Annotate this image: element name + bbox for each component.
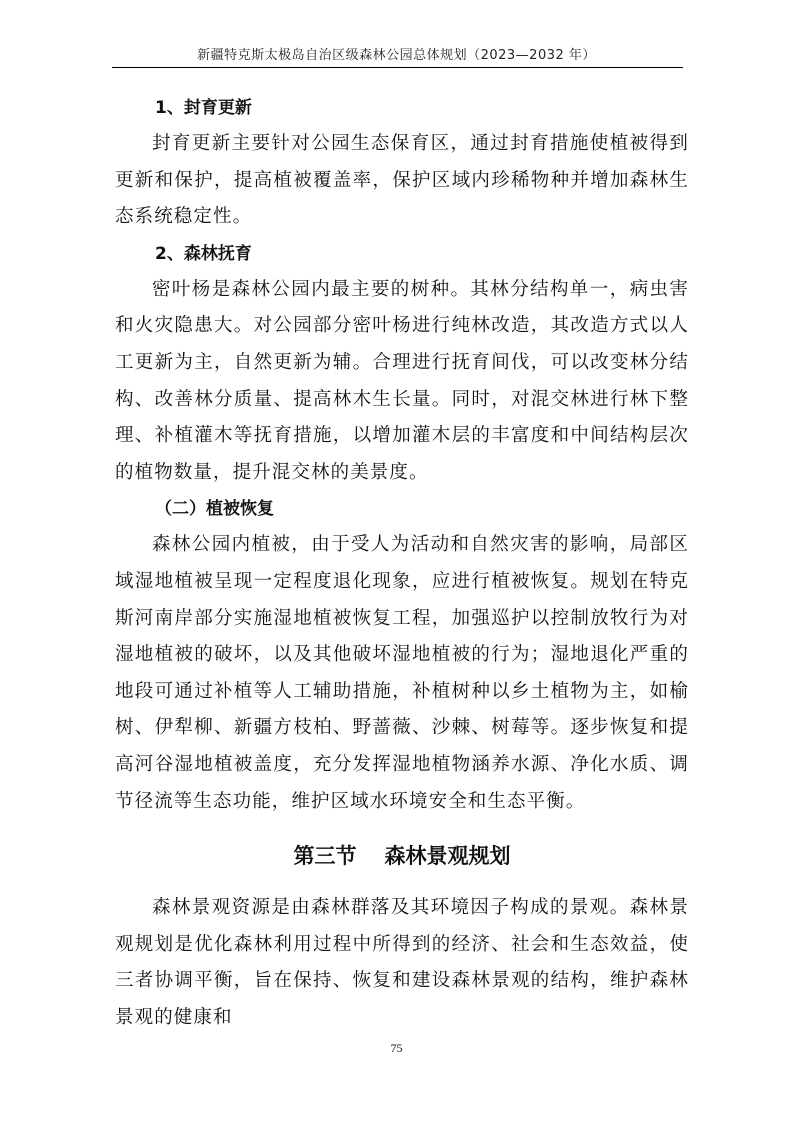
page-number: 75 (390, 1041, 403, 1055)
paragraph-landscape-planning: 森林景观资源是由森林群落及其环境因子构成的景观。森林景观规划是优化森林利用过程中所得到的经济、社会和生态效益，使三者协调平衡，旨在保持、恢复和建设森林景观的结构，维护森林景观的健康和 (115, 897, 689, 1028)
running-header: 新疆特克斯太极岛自治区级森林公园总体规划（2023—2032 年） (197, 48, 596, 63)
section-title (115, 838, 689, 874)
paragraph-sealing-renewal: 封育更新主要针对公园生态保育区，通过封育措施使植被得到更新和保护，提高植被覆盖率，保护区域内珍稀物种并增加森林生态系统稳定性。 (115, 133, 689, 228)
paragraph-forest-tending: 密叶杨是森林公园内最主要的树种。其林分结构单一，病虫害和火灾隐患大。对公园部分密叶杨进行纯林改造，其改造方式以人工更新为主，自然更新为辅。合理进行抚育间伐，可以改变林分结构、改善林分质量、提高林木生长量。同时，对混交林进行林下整理、补植灌木等抚育措施，以增加灌木层的丰富度和中间结构层次的植物数量，提升混交林的美景度。 (115, 278, 689, 483)
paragraph-vegetation-restoration: 森林公园内植被，由于受人为活动和自然灾害的影响，局部区域湿地植被呈现一定程度退化现象，应进行植被恢复。规划在特克斯河南岸部分实施湿地植被恢复工程，加强巡护以控制放牧行为对湿地植被的破坏，以及其他破坏湿地植被的行为；湿地退化严重的地段可通过补植等人工辅助措施，补植树种以乡土植物为主，如榆树、伊犁柳、新疆方枝柏、野蔷薇、沙棘、树莓等。逐步恢复和提高河谷湿地植被盖度，充分发挥湿地植物涵养水源、净化水质、调节径流等生态功能，维护区域水环境安全和生态平衡。 (115, 534, 689, 812)
page-content (115, 90, 689, 1036)
subheading-forest-tending: 2、森林抚育 (155, 243, 252, 264)
header-rule (112, 67, 683, 68)
section-number: 第三节 (293, 844, 357, 869)
subheading-sealing-renewal: 1、封育更新 (155, 98, 252, 118)
section-name: 森林景观规划 (384, 844, 511, 869)
subheading-vegetation-restoration: （二）植被恢复 (155, 499, 274, 520)
